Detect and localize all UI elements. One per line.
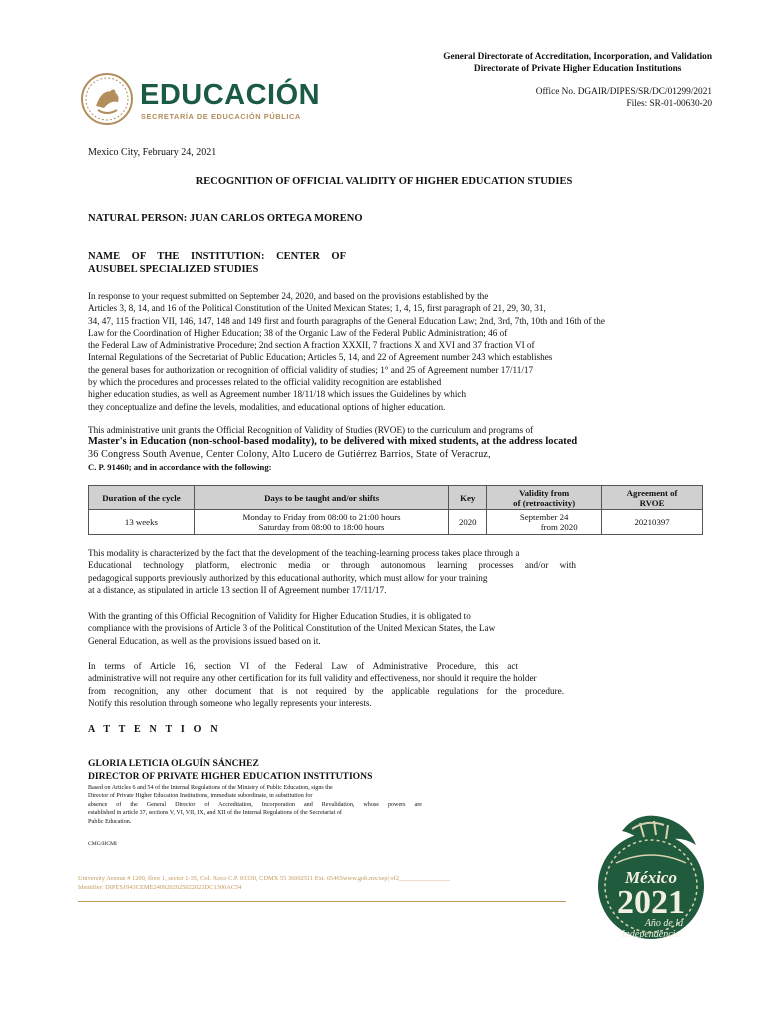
seal-line4: Independencia: [621, 929, 681, 940]
note-line: Director of Private Higher Education Institutions, immediate subordinate, in substitution for: [88, 793, 313, 800]
logo-subtitle: SECRETARÍA DE EDUCACIÓN PÚBLICA: [141, 112, 301, 121]
paragraph-line: This modality is characterized by the fact that the development of the teaching-learning process takes place through a: [88, 548, 520, 558]
header-validity-line2: of (retroactivity): [513, 497, 576, 508]
signer-position: DIRECTOR OF PRIVATE HIGHER EDUCATION INSTITUTIONS: [88, 770, 373, 782]
cell-duration: 13 weeks: [89, 510, 195, 535]
seal-year: 2021: [617, 884, 685, 921]
institution-name: NAME OF THE INSTITUTION: CENTER OF AUSUBEL SPECIALIZED STUDIES: [88, 251, 346, 275]
attention-heading: A T T E N T I O N: [88, 724, 221, 735]
grant-paragraph: [88, 424, 578, 473]
paragraph-line: pedagogical supports previously authorized by this educational authority, which must allow for your training: [88, 572, 488, 583]
directorate: Directorate of Private Higher Education Institutions: [473, 64, 682, 74]
footer: [78, 875, 450, 893]
paragraph-line: In response to your request submitted on September 24, 2020, and based on the provisions established by the: [88, 291, 489, 301]
cell-key: 2020: [449, 510, 487, 535]
table-row: [89, 510, 703, 535]
paragraph-line: at a distance, as stipulated in article 13 section II of Agreement number 17/11/17.: [88, 584, 387, 595]
note-line: Public Education.: [88, 818, 132, 825]
cell-validity-line1: September 24: [519, 512, 569, 522]
paragraph-line: by which the procedures and processes related to the official validity recognition are established: [88, 377, 442, 388]
notification-paragraph: [88, 660, 564, 709]
header-validity: [487, 486, 602, 510]
paragraph-line: Internal Regulations of the Secretariat of Public Education; Articles 5, 14, and 22 of Agreement number 243 which establishes: [88, 352, 553, 363]
note-line: absence of the General Director of Accreditation, Incorporation and Revalidation, whose powers are: [88, 801, 422, 808]
header-agreement-line1: Agreement of: [626, 487, 678, 498]
paragraph-line: higher education studies, as well as Agreement number 18/11/18 which issues the Guidelines by which: [88, 389, 467, 400]
mexico-2021-seal: [592, 811, 710, 951]
paragraph-line: 34, 47, 115 fraction VII, 146, 147, 148 and 149 first and fourth paragraphs of the General Education Law; 2nd, 3rd, 7th, 10th and 16th of the: [88, 315, 605, 326]
header-duration: Duration of the cycle: [89, 486, 195, 510]
paragraph-line: In terms of Article 16, section VI of the Federal Law of Administrative Procedure, this act: [88, 661, 518, 671]
cell-days-line2: Saturday from 08:00 to 18:00 hours: [258, 522, 385, 532]
modality-paragraph: [88, 547, 576, 596]
mexico-coat-of-arms-icon: [80, 70, 136, 128]
footer-identifier: Identifier: DIPES1943CEME24092020250220​21DC1300AC54: [78, 883, 242, 891]
program-name: Master's in Education (non-school-based modality), to be delivered with mixed students, at the address located: [88, 436, 578, 448]
cell-days-line1: Monday to Friday from 08:00 to 21:00 hours: [242, 512, 401, 522]
obligation-paragraph: [88, 610, 572, 647]
postal-code-line: C. P. 91460; and in accordance with the following:: [88, 461, 272, 472]
cell-days: [194, 510, 448, 535]
paragraph-line: the general bases for authorization or recognition of official validity of studies; 1° and 25 of Agreement number 17/11/17: [88, 364, 534, 375]
note-line: Based on Articles 6 and 54 of the Internal Regulations of the Ministry of Public Education, signs the: [88, 785, 333, 791]
document-title: RECOGNITION OF OFFICIAL VALIDITY OF HIGHER EDUCATION STUDIES: [195, 176, 573, 187]
cell-validity-line2: from 2020: [540, 522, 578, 532]
cell-validity: [487, 510, 602, 535]
paragraph-line: the Federal Law of Administrative Procedure; 2nd section A fraction XXXII, 7 fractions X and XVI and 37 fraction VI of: [88, 340, 535, 351]
logo-title: EDUCACIÓN: [140, 79, 321, 111]
paragraph-line: Articles 3, 8, 14, and 16 of the Political Constitution of the United Mexican States; 1, 4, 15, first paragraph of 21, 29, 30, 31,: [88, 303, 546, 314]
paragraph-line: Law for the Coordination of Higher Education; 38 of the Organic Law of the Federal Public Administration; 46 of: [88, 327, 508, 338]
signature-note: [88, 784, 422, 826]
independence-seal-icon: [592, 811, 710, 951]
legal-basis-paragraph: [88, 290, 633, 413]
directorate-general: General Directorate of Accreditation, Incorporation, and Validation: [443, 52, 712, 62]
office-number: Office No. DGAIR/DIPES/SR/DC/01299/2021: [535, 87, 712, 97]
footer-address: University Avenue # 1200, floor 1, sector 1-35, Col. Xoco C.P. 03330, CDMX 55 36002511 Ext. 65465www.gob.mx/sep| of2________________: [78, 875, 451, 882]
program-address: 36 Congress South Avenue, Center Colony, Alto Lucero de Gutiérrez Barrios, State of Veracruz,: [88, 448, 491, 460]
footer-divider: [78, 901, 566, 902]
header-days: Days to be taught and/or shifts: [194, 486, 448, 510]
paragraph-line: they conceptualize and define the levels, modalities, and educational options of higher education.: [88, 401, 446, 412]
initials: CMG/HCMI: [88, 841, 117, 847]
files-number: Files: SR-01-00630-20: [626, 99, 712, 109]
document-date: Mexico City, February 24, 2021: [88, 147, 217, 158]
rvoe-table: [88, 485, 703, 535]
header-agreement: [602, 486, 703, 510]
seal-line3: Año de la: [644, 918, 684, 929]
table-header-row: [89, 486, 703, 510]
signer-name: GLORIA LETICIA OLGUÍN SÁNCHEZ: [88, 758, 259, 769]
note-line: established in article 37, sections V, VI, VII, IX, and XII of the Internal Regulations of the Secretariat of: [88, 810, 342, 817]
seal-line1: México: [625, 868, 677, 887]
header-key: Key: [449, 486, 487, 510]
paragraph-line: administrative will not require any other certification for its full validity and effectiveness, nor should it require the holder: [88, 673, 537, 684]
header-agreement-line2: RVOE: [639, 497, 665, 508]
paragraph-line: Notify this resolution through someone who legally represents your interests.: [88, 697, 372, 708]
paragraph-line: compliance with the provisions of Article 3 of the Political Constitution of the United Mexican States, the Law: [88, 623, 496, 634]
paragraph-line: General Education, as well as the provisions issued based on it.: [88, 635, 321, 646]
cell-agreement: 20210397: [602, 510, 703, 535]
paragraph-line: from recognition, any other document that is not required by the applicable regulations for the procedure.: [88, 685, 564, 696]
signature-block: [88, 758, 372, 783]
paragraph-line: Educational technology platform, electronic media or through autonomous learning processes and/or with: [88, 560, 576, 571]
office-header: [443, 51, 712, 110]
paragraph-line: With the granting of this Official Recognition of Validity for Higher Education Studies, it is obligated to: [88, 611, 471, 621]
header-validity-line1: Validity from: [519, 487, 570, 498]
natural-person: NATURAL PERSON: JUAN CARLOS ORTEGA MORENO: [88, 213, 363, 224]
paragraph-line: This administrative unit grants the Official Recognition of Validity of Studies (RVOE) to the curriculum and programs of: [88, 425, 534, 435]
